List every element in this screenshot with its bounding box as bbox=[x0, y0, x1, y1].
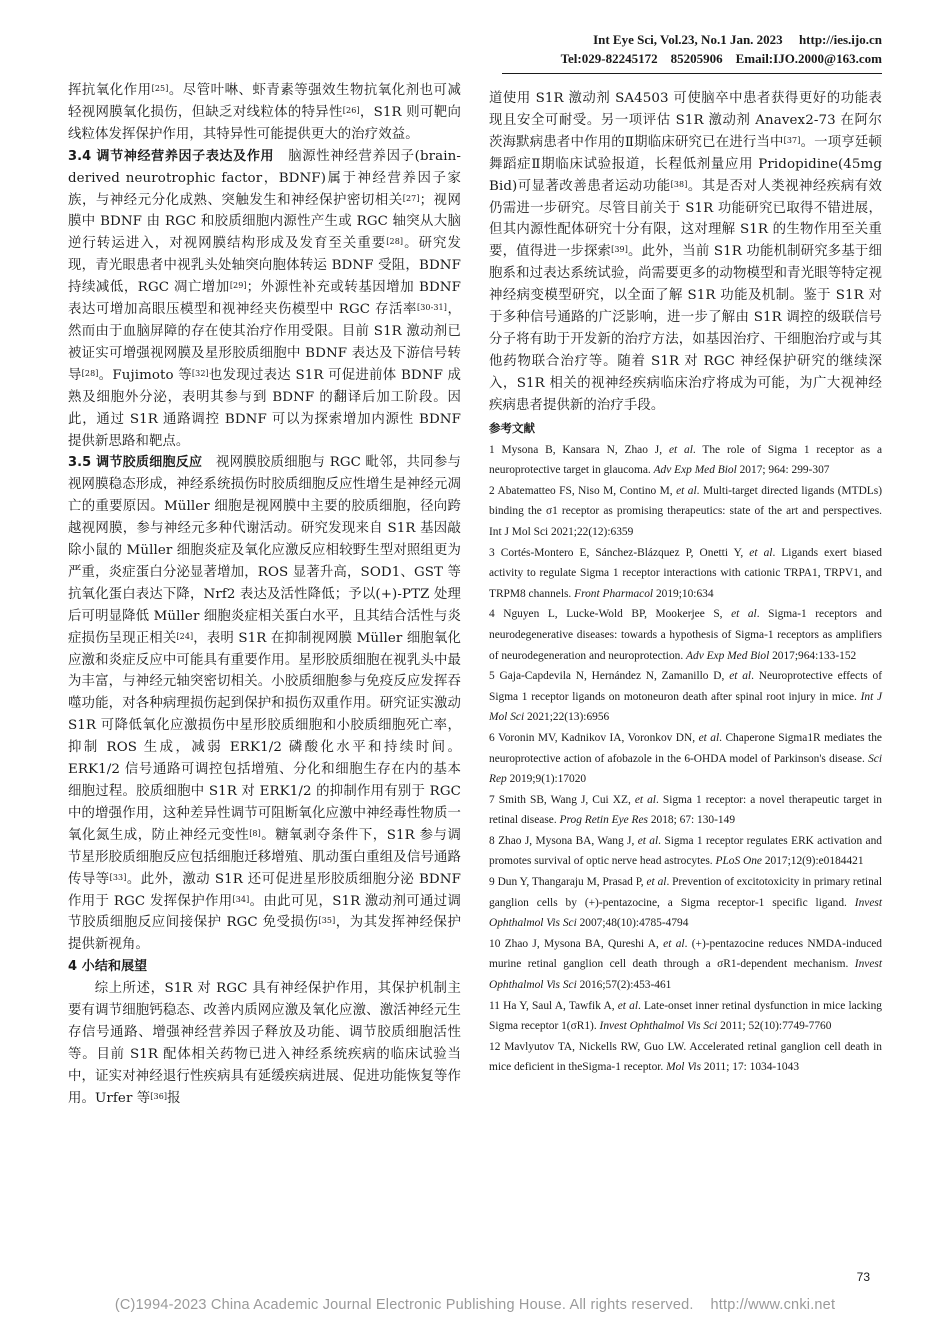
right-column bbox=[489, 88, 882, 1078]
reference-item: 8 Zhao J, Mysona BA, Wang J, et al. Sigma 1 receptor regulates ERK activation and promotes survival of optic nerve head astrocytes. PLoS One 2017;12(9):e0184421 bbox=[489, 834, 882, 868]
left-column bbox=[68, 80, 461, 1110]
paragraph: 道使用 S1R 激动剂 SA4503 可使脑卒中患者获得更好的功能表现且安全可耐受。另一项评估 S1R 激动剂 Anavex2-73 在阿尔茨海默病患者中作用的Ⅱ期临床研究已在进行当中[37]。一项亨廷顿舞蹈症Ⅱ期临床试验报道，长程低剂量应用 Pridopidine(45mg Bid)可显著改善患者运动功能[38]。其是否对人类视神经疾病有效仍需进一步研究。尽管目前关于 S1R 功能研究已取得不错进展，但其内源性配体研究十分有限，这对理解 S1R 的生物作用至关重要，值得进一步探索[39]。此外，当前 S1R 功能机制研究多基于细胞系和过表达系统试验，尚需要更多的动物模型和青光眼等特定视神经病变模型研究，以全面了解 S1R 功能及机制。鉴于 S1R 对于多种信号通路的广泛影响，进一步了解由 S1R 调控的级联信号分子将有助于开发新的治疗方法，如基因治疗、干细胞治疗或与其他药物联合治疗等。随着 S1R 对 RGC 神经保护研究的继续深入，S1R 相关的视神经疾病临床治疗将成为可能，为广大视神经疾病患者提供新的治疗手段。 bbox=[489, 91, 883, 413]
header-journal: Int Eye Sci, Vol.23, No.1 Jan. 2023 bbox=[593, 32, 783, 47]
reference-item: 7 Smith SB, Wang J, Cui XZ, et al. Sigma 1 receptor: a novel therapeutic target in retinal disease. Prog Retin Eye Res 2018; 67: 130-149 bbox=[489, 793, 882, 827]
paragraph: 挥抗氧化作用[25]。尽管叶啉、虾青素等强效生物抗氧化剂也可减轻视网膜氧化损伤，但缺乏对线粒体的特异性[26]，S1R 则可靶向线粒体发挥保护作用，其特异性可能提供更大的治疗效益。 bbox=[68, 83, 462, 142]
section-heading: 3.5 调节胶质细胞反应 bbox=[68, 455, 203, 471]
header-url[interactable]: http://ies.ijo.cn bbox=[798, 32, 882, 47]
reference-item: 10 Zhao J, Mysona BA, Qureshi A, et al. (+)-pentazocine reduces NMDA-induced murine retinal ganglion cell death through a σR1-dependent mechanism. Invest Ophthalmol Vis Sci 2016;57(2):453-461 bbox=[489, 937, 883, 992]
copyright-footer: (C)1994-2023 China Academic Journal Electronic Publishing House. All rights reserved. http://www.cnki.net bbox=[114, 1297, 836, 1313]
reference-item: 4 Nguyen L, Lucke-Wold BP, Mookerjee S, et al. Sigma-1 receptors and neurodegenerative diseases: towards a hypothesis of Sigma-1 receptors as amplifiers of neurodegeneration and neuroprotection. Adv Exp Med Biol 2017;964:133-152 bbox=[489, 608, 882, 662]
references-heading: 参考文献 bbox=[489, 420, 535, 435]
section-heading: 3.4 调节神经营养因子表达及作用 bbox=[68, 148, 275, 164]
reference-item: 12 Mavlyutov TA, Nickells RW, Guo LW. Accelerated retinal ganglion cell death in mice deficient in theSigma-1 receptor. Mol Vis 2011; 17: 1034-1043 bbox=[489, 1040, 882, 1074]
header-rule bbox=[502, 73, 882, 74]
reference-item: 5 Gaja-Capdevila N, Hernández N, Zamanillo D, et al. Neuroprotective effects of Sigma 1 receptor ligands on motoneuron death after spinal root injury in mice. Int J Mol Sci 2021;22(13):6956 bbox=[489, 670, 883, 724]
page-number: 73 bbox=[856, 1270, 870, 1284]
reference-item: 1 Mysona B, Kansara N, Zhao J, et al. The role of Sigma 1 receptor as a neuroprotective target in glaucoma. Adv Exp Med Biol 2017; 964: 299-307 bbox=[489, 443, 882, 477]
reference-item: 11 Ha Y, Saul A, Tawfik A, et al. Late-onset inner retinal dysfunction in mice lacking Sigma receptor 1(σR1). Invest Ophthalmol Vis Sci 2011; 52(10):7749-7760 bbox=[489, 999, 882, 1033]
reference-item: 3 Cortés-Montero E, Sánchez-Blázquez P, Onetti Y, et al. Ligands exert biased activity to regulate Sigma 1 receptor interactions with cationic TRPA1, TRPV1, and TRPM8 channels. Front Pharmacol 2019;10:634 bbox=[489, 546, 882, 600]
running-header bbox=[502, 30, 882, 68]
section-3-4: 3.4 调节神经营养因子表达及作用 脑源性神经营养因子(brain-derived neurotrophic factor，BDNF)属于神经营养因子家族，与神经元分化成熟、突触发生和神经保护密切相关[27]；视网膜中 BDNF 由 RGC 和胶质细胞内源性产生或 RGC 轴突从大脑逆行转运进入，对视网膜结构形成及发育至关重要[28]。研究发现，青光眼患者中视乳头处轴突向胞体转运 BDNF 受阻，BDNF 持续减低，RGC 凋亡增加[29]；外源性补充或转基因增加 BDNF 表达可增加高眼压模型和视神经夹伤模型中 RGC 存活率[30-31]，然而由于血脑屏障的存在使其治疗作用受限。目前 S1R 激动剂已被证实可增强视网膜及星形胶质细胞中 BDNF 表达及下游信号转导[28]。Fujimoto 等[32]也发现过表达 S1R 可促进前体 BDNF 成熟及细胞外分泌，表明其参与到 BDNF 的翻译后加工阶段。因此，通过 S1R 通路调控 BDNF 可以为探索增加内源性 BDNF 提供新思路和靶点。 bbox=[68, 148, 461, 449]
header-line-1 bbox=[502, 30, 882, 49]
reference-item: 9 Dun Y, Thangaraju M, Prasad P, et al. Prevention of excitotoxicity in primary retinal ganglion cells by (+)-pentazocine, a Sigma receptor-1 specific ligand. Invest Ophthalmol Vis Sci 2007;48(10):4785-4794 bbox=[489, 876, 882, 930]
section-3-5: 3.5 调节胶质细胞反应 视网膜胶质细胞与 RGC 毗邻，共同参与视网膜稳态形成，神经系统损伤时胶质细胞反应性增生是神经元凋亡的重要原因。Müller 细胞是视网膜中主要的胶质细胞，径向跨越视网膜，参与神经元多种代谢活动。研究发现来自 S1R 基因敲除小鼠的 Müller 细胞炎症及氧化应激反应相较野生型对照组更为严重，炎症蛋白分泌显著增加，ROS 显著升高，SOD1、GST 等抗氧化蛋白表达下降，Nrf2 表达及活性降低；予以(+)-PTZ 处理后可明显降低 Müller 细胞炎症相关蛋白水平，且其结合活性与炎症损伤呈现正相关[24]，表明 S1R 在抑制视网膜 Müller 细胞氧化应激和炎症反应中可能具有重要作用。星形胶质细胞在视乳头中最为丰富，与神经元轴突密切相关。小胶质细胞参与免疫反应发挥吞噬功能，对各种病理损伤起到保护和损伤双重作用。研究证实激动 S1R 可降低氧化应激损伤中星形胶质细胞和小胶质细胞死亡率，抑制 ROS 生成，减弱 ERK1/2 磷酸化水平和持续时间。ERK1/2 信号通路可调控包括增殖、分化和细胞生存在内的基本细胞过程。胶质细胞中 S1R 对 ERK1/2 的抑制作用有别于 RGC 中的增强作用，这种差异性调节可阻断氧化应激中神经毒性物质一氧化氮生成，防止神经元变性[8]。糖氧剥夺条件下，S1R 参与调节星形胶质细胞反应包括细胞迁移增殖、肌动蛋白重组及信号通路传导等[33]。此外，激动 S1R 还可促进星形胶质细胞分泌 BDNF 作用于 RGC 发挥保护作用[34]。由此可见，S1R 激动剂可通过调节胶质细胞反应间接保护 RGC 免受损伤[35]，为其发挥神经保护提供新视角。 bbox=[68, 455, 462, 953]
reference-item: 2 Abatematteo FS, Niso M, Contino M, et al. Multi-target directed ligands (MTDLs) binding the σ1 receptor as promising therapeutics: state of the art and perspectives. Int J Mol Sci 2021;22(12):6359 bbox=[489, 484, 882, 538]
header-line-2: Tel:029-82245172 85205906 Email:IJO.2000@163.com bbox=[560, 51, 882, 66]
section-4-body: 综上所述，S1R 对 RGC 具有神经保护作用，其保护机制主要有调节细胞钙稳态、改善内质网应激及氧化应激、激活神经元生存信号通路、增强神经营养因子释放及功能、调节胶质细胞活性等。目前 S1R 配体相关药物已进入神经系统疾病的临床试验当中，证实对神经退行性疾病具有延缓疾病进展、促进功能恢复等作用。Urfer 等[36]报 bbox=[68, 981, 461, 1106]
section-4-heading: 4 小结和展望 bbox=[68, 959, 148, 975]
reference-list bbox=[489, 440, 882, 1078]
reference-item: 6 Voronin MV, Kadnikov IA, Voronkov DN, et al. Chaperone Sigma1R mediates the neuroprotective action of afobazole in the 6-OHDA model of Parkinson's disease. Sci Rep 2019;9(1):17020 bbox=[489, 731, 882, 786]
